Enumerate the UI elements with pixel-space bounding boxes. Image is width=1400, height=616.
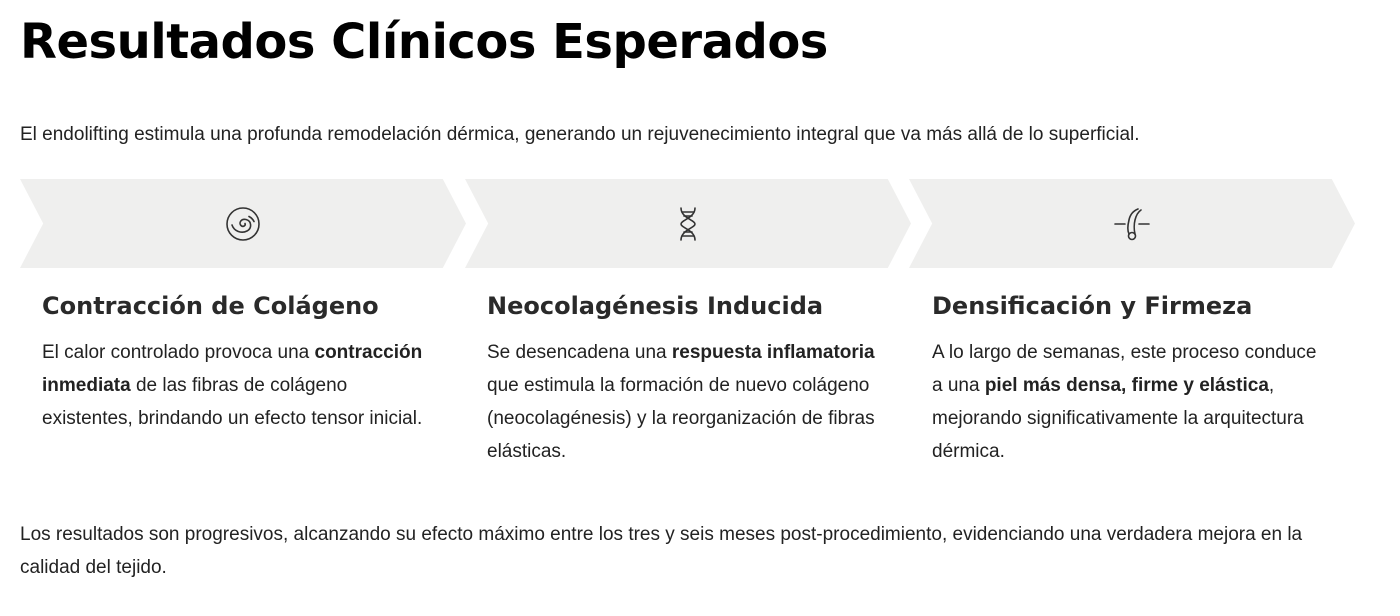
step-chevron-2 [465,179,911,268]
card-title: Contracción de Colágeno [42,292,379,320]
card-text-emphasis: piel más densa, firme y elástica [984,375,1269,396]
skin-spiral-icon [223,204,263,244]
step-chevron-1 [20,179,466,268]
card-text-emphasis: respuesta inflamatoria [671,342,875,363]
outro-paragraph: Los resultados son progresivos, alcanzando su efecto máximo entre los tres y seis meses post-procedimiento, evidenciando una verdadera mejora en la calidad del tejido. [20,524,1303,578]
card-title: Densificación y Firmeza [932,292,1253,320]
card-text-emphasis: contracción inmediata [42,342,423,396]
card-title: Neocolagénesis Inducida [487,292,824,320]
dna-icon [676,206,700,242]
card-text: Se desencadena una respuesta inflamatoria que estimula la formación de nuevo colágeno (neocolagénesis) y la reorganización de fibras elásticas. [487,342,875,462]
intro-paragraph: El endolifting estimula una profunda remodelación dérmica, generando un rejuvenecimiento integral que va más allá de lo superficial. [20,124,1140,145]
card-text: A lo largo de semanas, este proceso conduce a una piel más densa, firme y elástica, mejorando significativamente la arquitectura dérmica. [932,342,1317,462]
card-text: El calor controlado provoca una contracción inmediata de las fibras de colágeno existentes, brindando un efecto tensor inicial. [42,342,423,429]
step-chevron-3 [909,179,1355,268]
page-title: Resultados Clínicos Esperados [20,14,828,70]
hair-follicle-icon [1112,204,1152,244]
